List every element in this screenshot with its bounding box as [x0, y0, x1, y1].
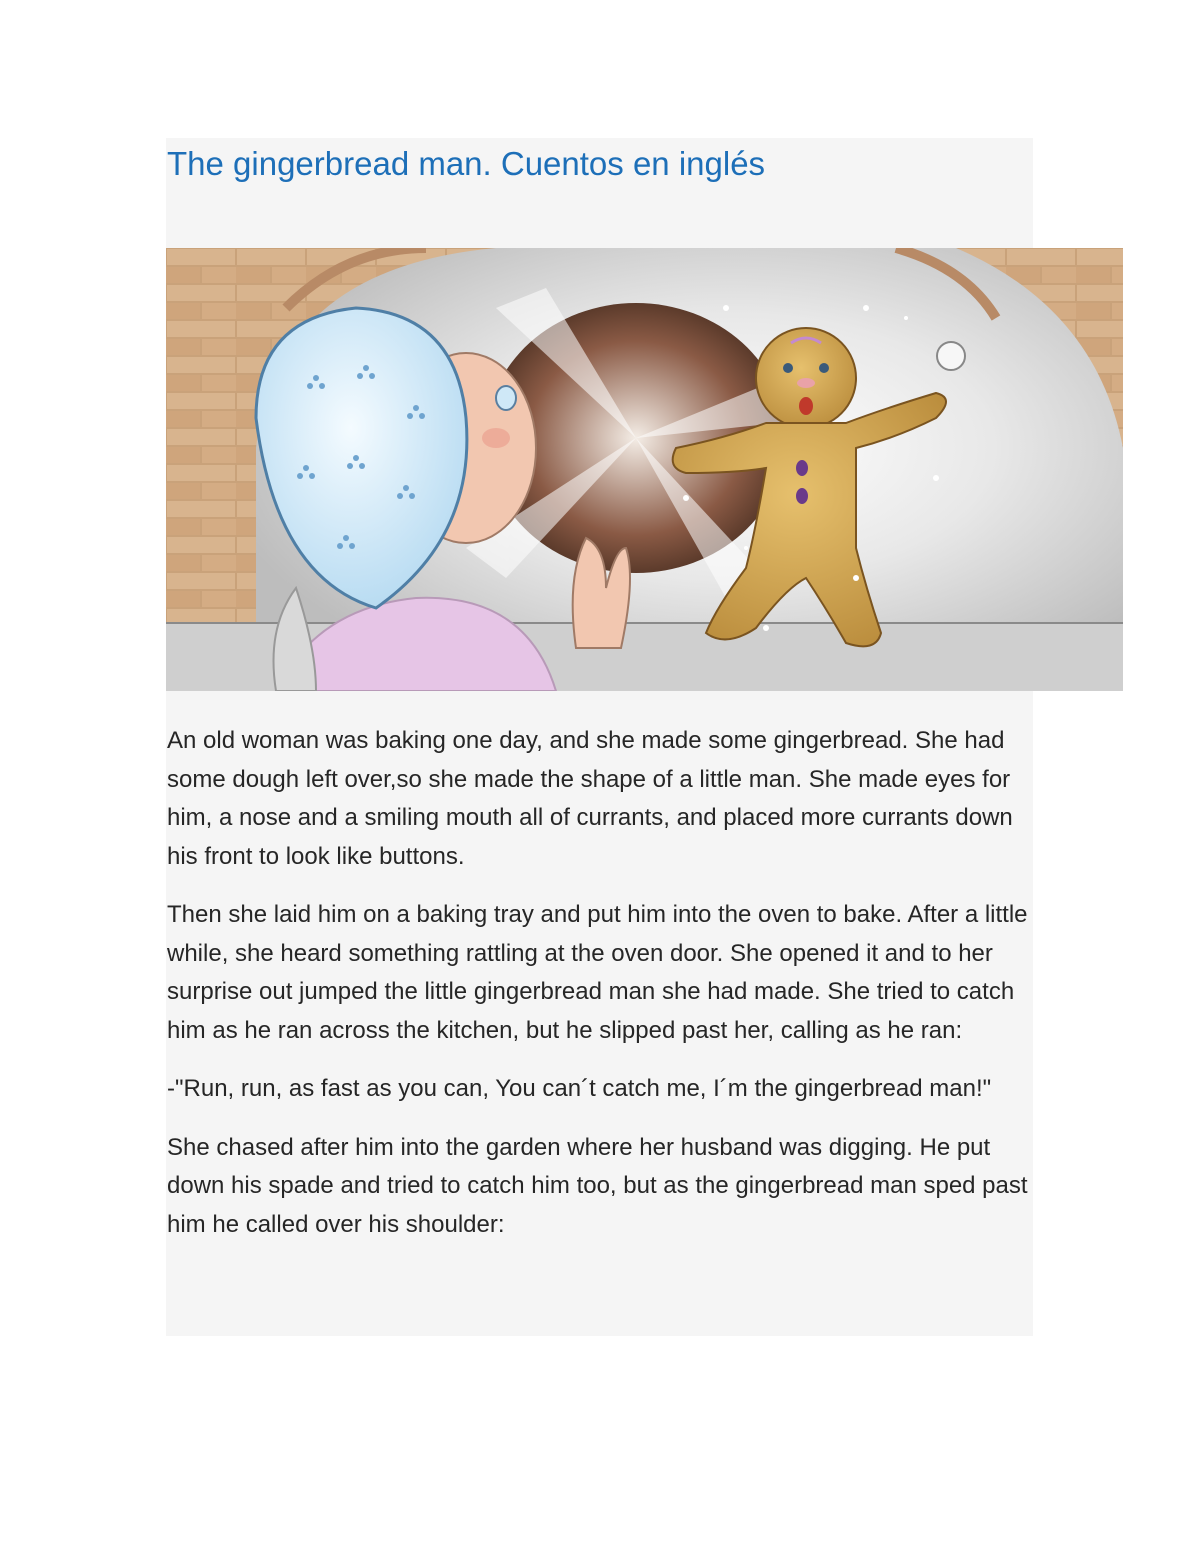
story-paragraph-2: Then she laid him on a baking tray and put him into the oven to bake. After a little while, she heard something rattling at the oven door. She opened it and to her surprise out jumped the little gingerbread man she had made. She tried to catch him as he ran across the kitchen, but he slipped past her, calling as he ran: [167, 901, 1028, 1044]
story-text [167, 722, 1047, 1264]
story-paragraph-4: She chased after him into the garden where her husband was digging. He put down his spade and tried to catch him too, but as the gingerbread man sped past him he called over his shoulder: [167, 1133, 1028, 1238]
gingerbread-man-illustration-icon [166, 248, 1123, 691]
story-paragraph-3: -"Run, run, as fast as you can, You can´t catch me, I´m the gingerbread man!" [167, 1075, 992, 1102]
story-paragraph-1: An old woman was baking one day, and she made some gingerbread. She had some dough left over,so she made the shape of a little man. She made eyes for him, a nose and a smiling mouth all of currants, and placed more currants down his front to look like buttons. [167, 727, 1013, 870]
story-illustration [166, 248, 1123, 691]
page-title: The gingerbread man. Cuentos en inglés [167, 145, 766, 182]
